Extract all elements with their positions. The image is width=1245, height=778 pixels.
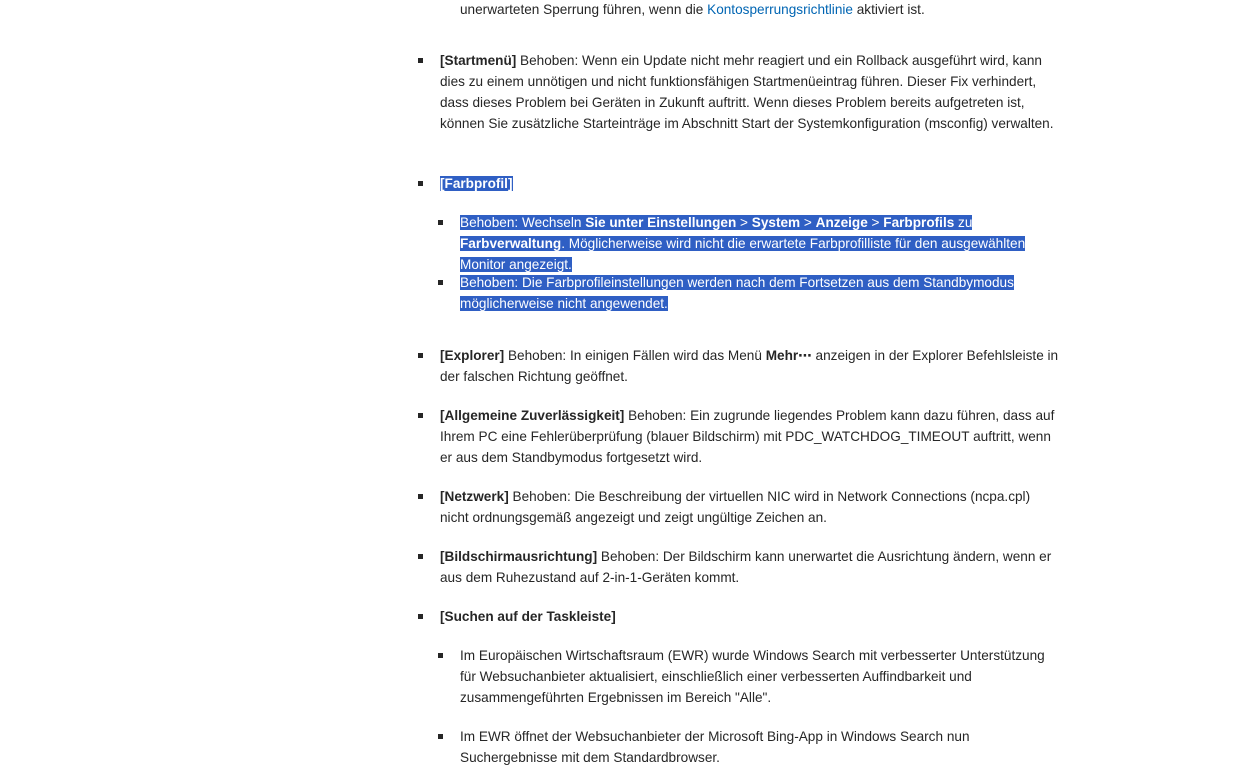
bullet-icon (418, 353, 423, 358)
list-item-netzwerk (418, 486, 1060, 528)
list-item-explorer: [Explorer] Behoben: In einigen Fällen wird das Menü Mehr⋯ anzeigen in der Explorer Befehlsleiste in der falschen Richtung geöffnet. (418, 345, 1062, 387)
settings-path-1: Sie unter Einstellungen (585, 215, 737, 230)
item-text: Im EWR öffnet der Websuchanbieter der Microsoft Bing-App in Windows Search nun Suchergebnisse mit dem Standardbrowser. (460, 729, 970, 765)
list-item-farbprofil (418, 173, 1060, 194)
item-tag: [Allgemeine Zuverlässigkeit] (440, 408, 625, 423)
bullet-icon (418, 413, 423, 418)
settings-path-4: Farbprofils (883, 215, 955, 230)
list-item-startmenu (418, 50, 1060, 134)
bullet-icon (438, 653, 443, 658)
bullet-icon (418, 181, 423, 186)
selected-text: Behoben: Wechseln Sie unter Einstellungen > System > Anzeige > Farbprofils zu Farbverwaltung. Möglicherweise wird nicht die erwartete Farbprofilliste für den ausgewählten Monitor angezeigt. (460, 215, 1026, 272)
sub-item-farbprofil-2 (418, 272, 1020, 314)
item-text: Im Europäischen Wirtschaftsraum (EWR) wurde Windows Search mit verbesserter Unterstützung für Websuchanbieter aktualisiert, einschließlich einer verbesserten Auffindbarkeit und zusammengeführten Ergebnissen im Bereich "Alle". (460, 648, 1045, 705)
item-tag: [Netzwerk] (440, 489, 509, 504)
bullet-icon (438, 734, 443, 739)
bullet-icon (418, 494, 423, 499)
bullet-icon (438, 220, 443, 225)
sub-item-suchen-1 (418, 645, 1058, 708)
settings-path-5: Farbverwaltung (460, 236, 562, 251)
item-tag: [Startmenü] (440, 53, 517, 68)
item-tag: [Bildschirmausrichtung] (440, 549, 598, 564)
item-text: Behoben: Die Beschreibung der virtuellen NIC wird in Network Connections (ncpa.cpl) nicht ordnungsgemäß angezeigt und zeigt ungültige Zeichen an. (440, 489, 1031, 525)
item-text: Behoben: Der Bildschirm kann unerwartet die Ausrichtung ändern, wenn er aus dem Ruhezustand auf 2-in-1-Geräten kommt. (440, 549, 1052, 585)
item-text: Behoben: Wenn ein Update nicht mehr reagiert und ein Rollback ausgeführt wird, kann dies zu einem unnötigen und nicht funktionsfähigen Startmenüeintrag führen. Dieser Fix verhindert, dass dieses Problem bei Geräten in Zukunft auftritt. Wenn dieses Problem bereits aufgetreten ist, können Sie zusätzliche Starteinträge im Abschnitt Start der Systemkonfiguration (msconfig) verwalten. (440, 53, 1054, 131)
list-item-suchen (418, 606, 1060, 627)
item-text: Behoben: Ein zugrunde liegendes Problem kann dazu führen, dass auf Ihrem PC eine Fehlerüberprüfung (blauer Bildschirm) mit PDC_WATCHDOG_TIMEOUT auftritt, wenn er aus dem Standbymodus fortgesetzt wird. (440, 408, 1055, 465)
item-tag: [Suchen auf der Taskleiste] (440, 609, 616, 624)
sub-item-farbprofil-1 (418, 212, 1058, 275)
settings-path-3: Anzeige (815, 215, 868, 230)
list-item-bildschirm (418, 546, 1060, 588)
bullet-icon (418, 614, 423, 619)
mehr-menu-label: Mehr⋯ (765, 348, 812, 363)
kontosperrungsrichtlinie-link[interactable]: Kontosperrungsrichtlinie (707, 2, 853, 17)
bullet-icon (438, 280, 443, 285)
item-tag: [Explorer] (440, 348, 505, 363)
list-item-zuverlaessigkeit (418, 405, 1060, 468)
sub-item-suchen-2 (418, 726, 1020, 768)
item-tag: [Farbprofil] (440, 176, 513, 191)
continued-paragraph: unerwarteten Sperrung führen, wenn die Kontosperrungsrichtlinie aktiviert ist. (460, 2, 925, 17)
selected-text: Behoben: Die Farbprofileinstellungen werden nach dem Fortsetzen aus dem Standbymodus möglicherweise nicht angewendet. (460, 275, 1014, 311)
bullet-icon (418, 58, 423, 63)
bullet-icon (418, 554, 423, 559)
settings-path-2: System (751, 215, 801, 230)
